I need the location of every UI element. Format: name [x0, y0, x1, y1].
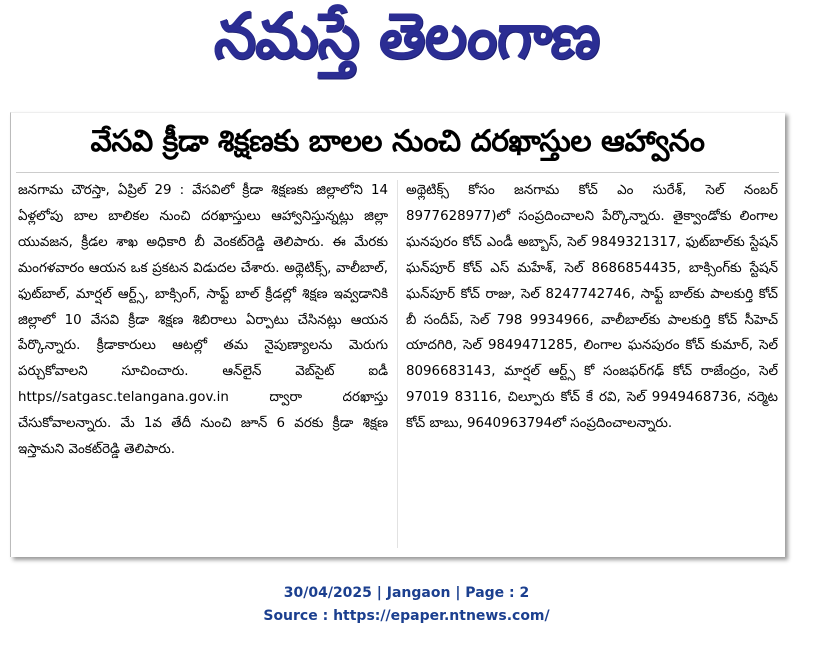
- headline-divider: [16, 172, 779, 173]
- masthead-logo-text: నమస్తే తెలంగాణ: [211, 0, 602, 74]
- article-column-left: జనగామ చౌరస్తా, ఏప్రిల్ 29 : వేసవిలో క్రీడా శిక్షణకు జిల్లాలోని 14 ఏళ్లలోపు బాల బాలికల నుంచి దరఖాస్తులు ఆహ్వానిస్తున్నట్లు జిల్లా యువజన, క్రీడల శాఖ అధికారి బీ వెంకట్‌రెడ్డి తెలిపారు. ఈ మేరకు మంగళవారం ఆయన ఒక ప్రకటన విడుదల చేశారు. అథ్లెటిక్స్, వాలీబాల్, ఫుట్‌బాల్, మార్షల్ ఆర్ట్స్, బాక్సింగ్, సాఫ్ట్ బాల్ క్రీడల్లో శిక్షణ ఇవ్వడానికి జిల్లాలో 10 వేసవి క్రీడా శిక్షణ శిబిరాలు ఏర్పాటు చేసినట్లు ఆయన పేర్కొన్నారు. క్రీడాకారులు ఆటల్లో తమ నైపుణ్యాలను మెరుగు పర్చుకోవాలని సూచించారు. ఆన్‌లైన్ వెబ్‌సైట్ ఐడీ https//satgasc.telangana.gov.in ద్వారా దరఖాస్తు చేసుకోవాలన్నారు. మే 1వ తేదీ నుంచి జూన్ 6 వరకు క్రీడా శిక్షణ ఇస్తామని వెంకట్‌రెడ్డి తెలిపారు.: [18, 183, 388, 458]
- article-column-right: అథ్లెటిక్స్ కోసం జనగామ కోచ్ ఎం సురేశ్, సెల్ నంబర్ 8977628977)లో సంప్రదించాలని పేర్కొన్నారు. తైక్వాండోకు లింగాల ఘనపురం కోచ్ ఎండీ అబ్బాస్, సెల్ 9849321317, ఫుట్‌బాల్‌కు స్టేషన్ ఘన్‌పూర్ కోచ్ ఎస్ మహేశ్, సెల్ 8686854435, బాక్సింగ్‌కు స్టేషన్ ఘన్‌పూర్ కోచ్ రాజు, సెల్ 8247742746, సాఫ్ట్ బాల్‌కు పాలకుర్తి కోచ్ బీ సందీప్, సెల్ 798 9934966, వాలీబాల్‌కు పాలకుర్తి కోచ్ సీహెచ్ యాదగిరి, సెల్ 9849471285, లింగాల ఘనపురం కోచ్ కుమార్, సెల్ 8096683143, మార్షల్ ఆర్ట్స్ కో సంజఫర్‌గఢ్ కోచ్ రాజేంద్రం, సెల్ 97019 83116, చిల్పూరు కోచ్ కే రవి, సెల్ 9949468736, నర్మెట కోచ్ బాబు, 9640963794లో సంప్రదించాలన్నారు.: [406, 183, 778, 432]
- publication-date-line: 30/04/2025 | Jangaon | Page : 2: [283, 585, 530, 601]
- newspaper-masthead: [0, 2, 813, 86]
- news-clipping: [10, 112, 785, 557]
- column-divider: [397, 180, 398, 548]
- source-link[interactable]: Source : https://epaper.ntnews.com/: [263, 608, 550, 624]
- article-headline: వేసవి క్రీడా శిక్షణకు బాలల నుంచి దరఖాస్తుల ఆహ్వానం: [90, 124, 705, 159]
